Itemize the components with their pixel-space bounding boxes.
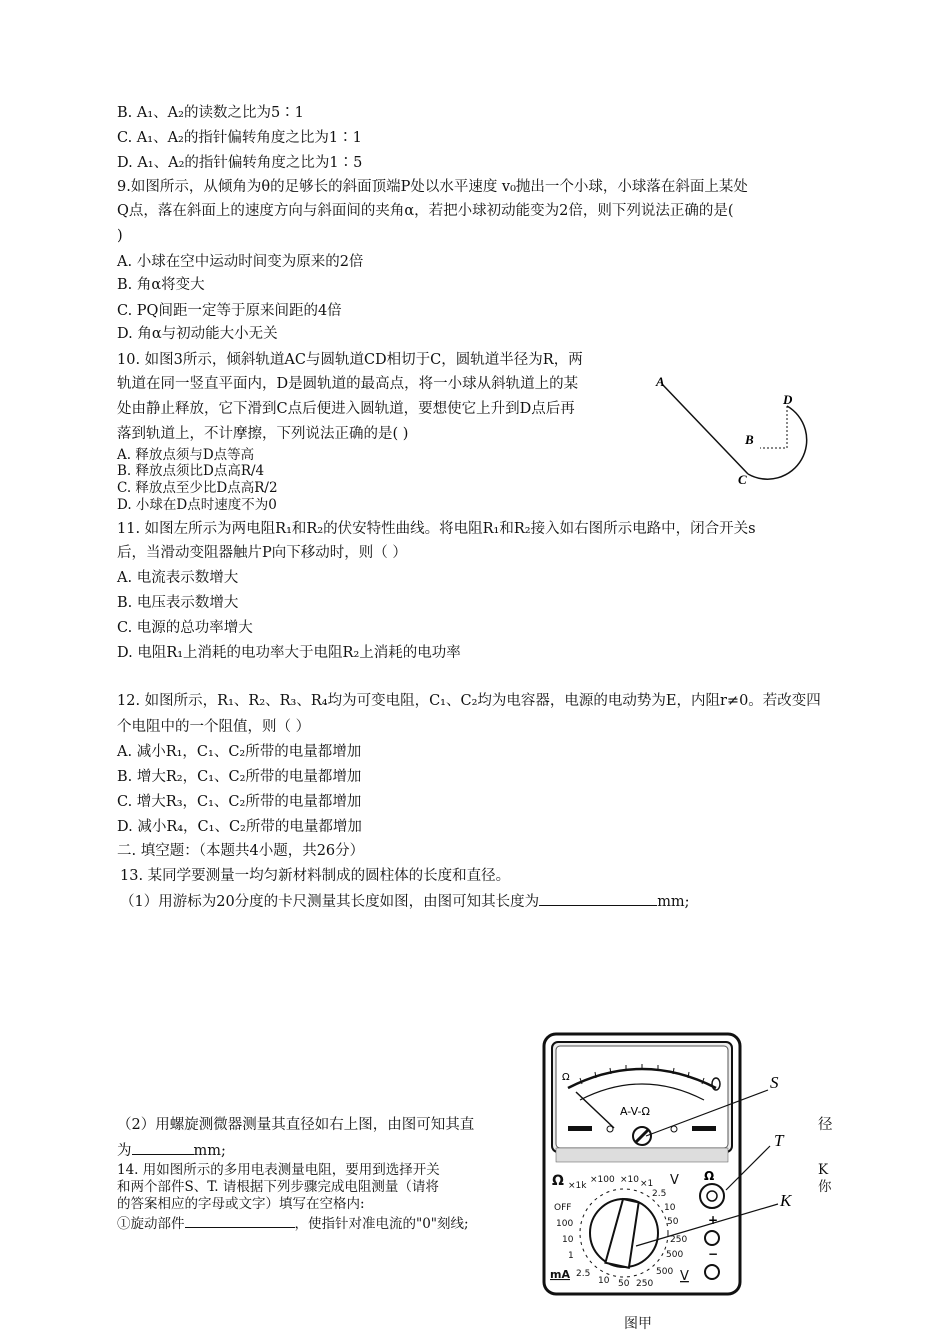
- jack-plus-label: +: [708, 1213, 719, 1227]
- q10-stem-line2: 轨道在同一竖直平面内，D是圆轨道的最高点，将一小球从斜轨道上的某: [117, 376, 579, 392]
- q9-stem-line3: ): [117, 228, 123, 244]
- q13-part1-blank[interactable]: [539, 891, 657, 906]
- q13-part1-text: （1）用游标为20分度的卡尺测量其长度如图，由图可知其长度为: [120, 894, 540, 910]
- figure-caption: 图甲: [624, 1316, 652, 1332]
- label-v-bottom: V: [680, 1269, 689, 1284]
- q9-option-c: C. PQ间距一定等于原来间距的4倍: [117, 303, 342, 319]
- meter-band: [556, 1148, 728, 1162]
- label-2-5-bottom: 2.5: [576, 1269, 591, 1279]
- label-100: 100: [556, 1219, 574, 1229]
- q14-step1: [117, 1213, 469, 1232]
- q13-part2-line1: （2）用螺旋测微器测量其直径如右上图，由图可知其直: [117, 1117, 475, 1133]
- q9-option-b: B. 角α将变大: [117, 277, 205, 293]
- label-500-right: 500: [666, 1250, 684, 1260]
- radius-dashes: [760, 406, 787, 448]
- label-d: D: [783, 392, 793, 407]
- q9-stem-line2: Q点，落在斜面上的速度方向与斜面间的夹角α，若把小球初动能变为2倍，则下列说法正确的是(: [117, 203, 734, 219]
- q11-option-b: B. 电压表示数增大: [117, 595, 239, 611]
- q11-stem-line2: 后，当滑动变阻器触片P向下移动时，则（ ）: [117, 545, 407, 561]
- option-c-q8: C. A₁、A₂的指针偏转角度之比为1∶1: [117, 130, 362, 146]
- q9-option-a: A. 小球在空中运动时间变为原来的2倍: [117, 254, 364, 270]
- q12-option-a: A. 减小R₁，C₁、C₂所带的电量都增加: [117, 744, 362, 760]
- label-x1: ×1: [640, 1179, 654, 1189]
- label-1-left: 1: [568, 1251, 574, 1261]
- label-10-bottom: 10: [598, 1276, 610, 1286]
- jack-minus-label: −: [708, 1247, 719, 1261]
- ohm-adjust-t-center: [707, 1191, 717, 1201]
- label-t: T: [774, 1131, 784, 1150]
- ohm-adjust-label: Ω: [704, 1169, 715, 1183]
- q10-stem-line3: 处由静止释放，它下滑到C点后便进入圆轨道，要想使它上升到D点后再: [117, 401, 575, 417]
- label-250-bottom: 250: [636, 1279, 654, 1289]
- multimeter-figure: [540, 1028, 805, 1298]
- q12-stem-line1: 12. 如图所示，R₁、R₂、R₃、R₄均为可变电阻，C₁、C₂均为电容器，电源的电动势为E，内阻r≠0。若改变四: [117, 693, 821, 709]
- label-omega: Ω: [552, 1173, 564, 1189]
- label-x100: ×100: [590, 1175, 615, 1185]
- meter-mark-right: [692, 1126, 716, 1131]
- q13-stem: 13. 某同学要测量一均匀新材料制成的圆柱体的长度和直径。: [120, 868, 511, 884]
- meter-mark-left: [568, 1126, 592, 1131]
- label-x1k: ×1k: [568, 1181, 587, 1191]
- q13-part2-unit: mm;: [193, 1143, 226, 1159]
- q14-line1-end: K: [818, 1162, 829, 1178]
- q10-option-b: B. 释放点须比D点高R/4: [117, 463, 265, 479]
- jack-minus[interactable]: [705, 1265, 719, 1279]
- track-figure: [648, 370, 838, 495]
- q10-option-d: D. 小球在D点时速度不为0: [117, 497, 277, 513]
- label-ma: mA: [550, 1268, 570, 1281]
- incline-track: [662, 384, 748, 474]
- jack-plus[interactable]: [705, 1231, 719, 1245]
- q11-option-a: A. 电流表示数增大: [117, 570, 239, 586]
- label-v-top: V: [670, 1173, 679, 1188]
- label-2-5-top: 2.5: [652, 1189, 667, 1199]
- option-d-q8: D. A₁、A₂的指针偏转角度之比为1∶5: [117, 155, 363, 171]
- label-50-top: 50: [667, 1217, 679, 1227]
- q13-part1: [120, 891, 690, 912]
- label-k: K: [780, 1191, 792, 1210]
- q14-step1-suffix: ，使指针对准电流的"0"刻线;: [294, 1216, 469, 1232]
- label-x10: ×10: [620, 1175, 639, 1185]
- label-s: S: [770, 1073, 779, 1092]
- circle-track: [748, 406, 807, 479]
- option-b-q8: B. A₁、A₂的读数之比为5∶1: [117, 105, 304, 121]
- q10-stem-line4: 落到轨道上，不计摩擦，下列说法正确的是( ): [117, 426, 409, 442]
- q10-option-a: A. 释放点须与D点等高: [117, 447, 255, 463]
- q14-line2: 和两个部件S、T. 请根据下列步骤完成电阻测量（请将: [117, 1179, 439, 1195]
- q14-line1: 14. 用如图所示的多用电表测量电阻，要用到选择开关: [117, 1162, 440, 1178]
- label-10-top: 10: [664, 1203, 676, 1213]
- dial-label: A-V-Ω: [620, 1105, 650, 1118]
- q13-part2-blank[interactable]: [132, 1140, 194, 1155]
- q12-stem-line2: 个电阻中的一个阻值，则（ ）: [117, 719, 311, 735]
- q12-option-b: B. 增大R₂，C₁、C₂所带的电量都增加: [117, 769, 362, 785]
- label-500-bottom: 500: [656, 1267, 674, 1277]
- label-off: OFF: [554, 1203, 572, 1213]
- q11-option-c: C. 电源的总功率增大: [117, 620, 253, 636]
- label-50-bottom: 50: [618, 1279, 630, 1289]
- q13-part1-unit: mm;: [657, 894, 690, 910]
- label-a: A: [656, 374, 665, 389]
- q10-stem-line1: 10. 如图3所示，倾斜轨道AC与圆轨道CD相切于C，圆轨道半径为R，两: [117, 352, 583, 368]
- q10-option-c: C. 释放点至少比D点高R/2: [117, 480, 278, 496]
- q14-step1-prefix: ①旋动部件: [117, 1216, 185, 1232]
- section-2-heading: 二. 填空题：（本题共4小题，共26分）: [117, 843, 365, 859]
- q11-option-d: D. 电阻R₁上消耗的电功率大于电阻R₂上消耗的电功率: [117, 645, 461, 661]
- q9-option-d: D. 角α与初动能大小无关: [117, 326, 278, 342]
- q14-step1-blank[interactable]: [185, 1213, 295, 1228]
- q14-line3: 的答案相应的字母或文字）填写在空格内:: [117, 1196, 365, 1212]
- label-b: B: [745, 432, 754, 447]
- q13-part2-line2: [117, 1140, 226, 1161]
- q12-option-c: C. 增大R₃，C₁、C₂所带的电量都增加: [117, 794, 362, 810]
- q14-line2-end: 你: [818, 1179, 832, 1195]
- label-250-right: 250: [670, 1235, 688, 1245]
- q13-part2-line1-end: 径: [818, 1117, 833, 1133]
- q13-part2-prefix: 为: [117, 1143, 132, 1159]
- q9-stem-line1: 9.如图所示，从倾角为θ的足够长的斜面顶端P处以水平速度 v₀抛出一个小球，小球落在斜面上某处: [117, 179, 748, 195]
- label-10-left: 10: [562, 1235, 574, 1245]
- label-c: C: [738, 472, 747, 487]
- scale-omega-left: Ω: [562, 1072, 570, 1083]
- q11-stem-line1: 11. 如图左所示为两电阻R₁和R₂的伏安特性曲线。将电阻R₁和R₂接入如右图所示电路中，闭合开关s: [117, 521, 756, 537]
- q12-option-d: D. 减小R₄，C₁、C₂所带的电量都增加: [117, 819, 362, 835]
